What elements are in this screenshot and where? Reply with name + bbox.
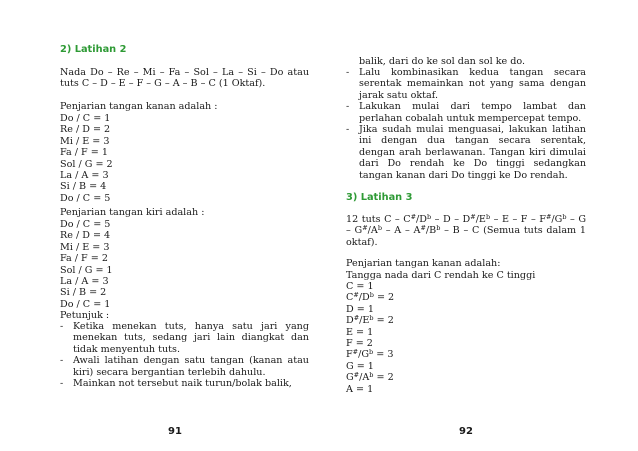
page-number-left: 91	[168, 426, 182, 437]
chromatic-fingering-list	[346, 281, 394, 395]
intro-paragraph: Nada Do – Re – Mi – Fa – Sol – La – Si – Do atau tuts C – D – E – F – G – A – B – C (1 Oktaf).	[60, 67, 309, 90]
fingering-line: Re / D = 2	[60, 124, 111, 136]
fingering-line: Do / C = 1	[60, 113, 111, 124]
fingering-line: Fa / F = 2	[60, 253, 108, 265]
left-hand-fingering-title: Penjarian tangan kiri adalah :	[60, 207, 205, 218]
tip-item: - Awali latihan dengan satu tangan (kanan atau kiri) secara bergantian terlebih dahulu.	[60, 355, 309, 378]
continued-tip-text: balik, dari do ke sol dan sol ke do.	[359, 56, 526, 67]
tip-item: - Jika sudah mulai menguasai, lakukan latihan ini dengan dua tangan secara serentak, dengan arah berlawanan. Tangan kiri dimulai dari Do rendah ke Do tinggi sedangkan tangan kanan dari Do tinggi ke Do rendah.	[346, 124, 586, 181]
fingering-line: Fa / F = 1	[60, 147, 108, 159]
tip-item: - Lakukan mulai dari tempo lambat dan perlahan cobalah untuk mempercepat tempo.	[346, 101, 586, 124]
fingering-line: Si / B = 2	[60, 287, 107, 299]
fingering-line: $C^{\#}/D^b = 2$	[346, 291, 395, 304]
fingering-line: Sol / G = 2	[60, 158, 113, 170]
fingering-line: F = 2	[346, 338, 373, 350]
fingering-line: Mi / E = 3	[60, 135, 110, 147]
fingering-line: E = 1	[346, 326, 374, 338]
fingering-line: $D^{\#}/E^b = 2$	[346, 314, 394, 327]
section-heading-latihan-2: 2) Latihan 2	[60, 44, 127, 55]
fingering-line: C = 1	[346, 281, 374, 292]
page-number-right: 92	[459, 426, 473, 437]
fingering-line: Sol / G = 1	[60, 264, 113, 276]
tips-list-continued	[346, 67, 586, 181]
fingering-line: A = 1	[346, 383, 374, 395]
fingering-line: Do / C = 1	[60, 298, 111, 310]
left-hand-fingering-list	[60, 219, 113, 310]
fingering-line: Do / C = 5	[60, 219, 111, 230]
right-hand-fingering-list	[60, 113, 113, 204]
scale-title: Tangga nada dari C rendah ke C tinggi	[346, 270, 536, 281]
tips-list	[60, 321, 309, 389]
fingering-line: D = 1	[346, 303, 374, 315]
tip-item: - Ketika menekan tuts, hanya satu jari yang menekan tuts, sedang jari lain diangkat dan tidak menyentuh tuts.	[60, 321, 309, 355]
tip-item: - Mainkan not tersebut naik turun/bolak balik,	[60, 378, 292, 390]
fingering-line: Do / C = 5	[60, 192, 111, 204]
right-hand-fingering-title: Penjarian tangan kanan adalah:	[346, 258, 501, 269]
tips-title: Petunjuk :	[60, 310, 110, 321]
fingering-line: $G^{\#}/A^b = 2$	[346, 371, 394, 384]
tip-item: - Lalu kombinasikan kedua tangan secara serentak memainkan not yang sama dengan jarak satu oktaf.	[346, 67, 586, 101]
section-heading-latihan-3: 3) Latihan 3	[346, 192, 413, 203]
fingering-line: La / A = 3	[60, 276, 109, 288]
fingering-line: G = 1	[346, 360, 374, 372]
fingering-line: Re / D = 4	[60, 230, 111, 242]
fingering-line: Si / B = 4	[60, 181, 107, 193]
fingering-line: $F^{\#}/G^b = 3$	[346, 348, 394, 361]
fingering-line: La / A = 3	[60, 170, 109, 182]
intro-paragraph: 12 tuts C – $C^{\#}/D^b$ – D – $D^{\#}/E^b$ – E – F – $F^{\#}/G^b$ – G – $G^{\#}/A^b$ – A – $A^{\#}/B^b$ – B – C (Semua tuts dalam 1 oktaf).	[346, 213, 586, 248]
right-hand-fingering-title: Penjarian tangan kanan adalah :	[60, 101, 218, 112]
fingering-line: Mi / E = 3	[60, 241, 110, 253]
